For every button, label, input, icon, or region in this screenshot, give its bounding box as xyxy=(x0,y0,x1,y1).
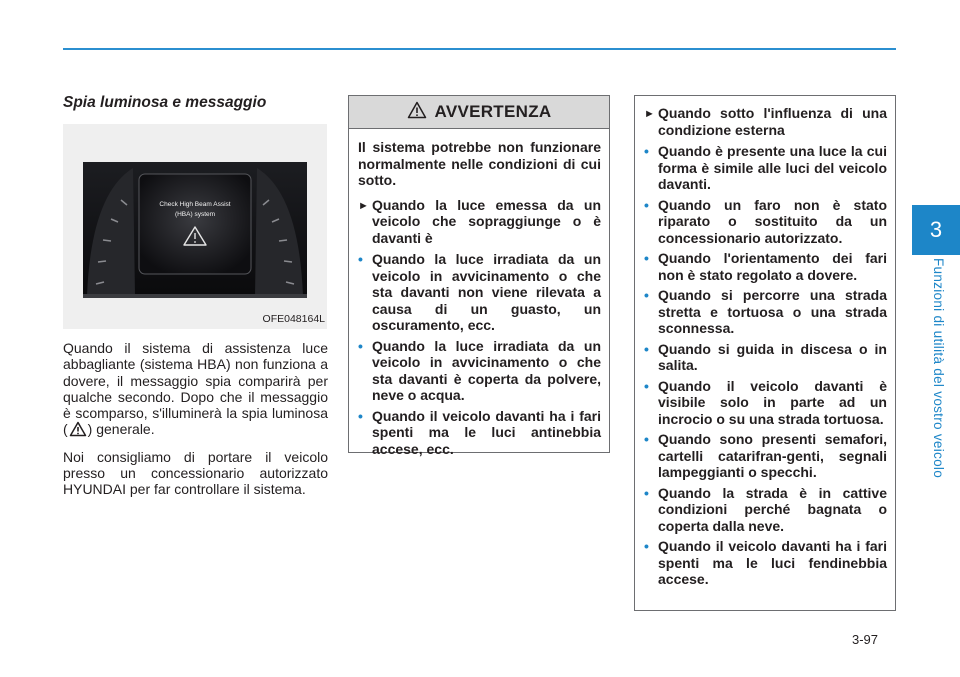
paragraph-1-text-b: ) generale. xyxy=(87,421,155,438)
dashboard-figure xyxy=(63,124,327,329)
warning-body xyxy=(349,129,609,457)
warning-lead: Il sistema potrebbe non funzionare normalmente nelle condizioni di cui sotto. xyxy=(358,139,601,188)
cluster-lower-trim xyxy=(83,294,307,298)
list-item: • Quando la strada è in cattive condizioni perché bagnata o coperta dalla neve. xyxy=(644,484,887,534)
list-item: • Quando sono presenti semafori, cartelli catarifran-genti, segnali lampeggianti o specchi. xyxy=(644,431,887,480)
bullet-icon: • xyxy=(644,287,649,303)
condition-group-heading-text: Quando sotto l'influenza di una condizione esterna xyxy=(658,105,887,138)
condition-group-heading-text: Quando la luce emessa da un veicolo che sopraggiunge o è davanti è xyxy=(372,196,601,246)
bullet-icon: • xyxy=(644,250,649,266)
display-message-line1: Check High Beam Assist xyxy=(159,201,231,208)
page-number: 3-97 xyxy=(852,632,879,647)
bullet-icon: • xyxy=(644,340,649,357)
warning-triangle-icon xyxy=(69,421,87,440)
condition-list xyxy=(644,143,887,588)
list-item: • Quando è presente una luce la cui forma è simile alle luci del veicolo davanti. xyxy=(644,143,887,192)
figure-code: OFE048164L xyxy=(262,313,325,325)
list-item: • Quando si percorre una strada stretta e tortuosa o una strada sconnessa. xyxy=(644,287,887,336)
list-item: • Quando il veicolo davanti ha i fari spenti ma le luci fendinebbia accese. xyxy=(644,538,887,587)
condition-group-heading xyxy=(358,197,601,247)
list-item: • Quando si guida in discesa o in salita. xyxy=(644,340,887,373)
body-paragraph-2: Noi consigliamo di portare il veicolo presso un concessionario autorizzato HYUNDAI per far controllare il sistema. xyxy=(63,448,328,498)
warning-header xyxy=(349,96,609,129)
warning-box-continued xyxy=(634,95,896,611)
cluster-display-illustration xyxy=(63,124,327,329)
list-item: • Quando la luce irradiata da un veicolo in avvicinamento o che sta davanti è coperta da polvere, neve o acqua. xyxy=(358,337,601,403)
bullet-icon: • xyxy=(358,337,363,354)
bullet-icon: • xyxy=(358,407,363,424)
section-heading: Spia luminosa e messaggio xyxy=(63,94,267,111)
paragraph-1-text-a: Quando il sistema di assistenza luce abbagliante (sistema HBA) non funziona a dovere, il messaggio spia comparirà per qualche secondo. Dopo che il messaggio è scomparso, s'illuminerà la spia luminosa ( xyxy=(63,340,328,438)
list-item: • Quando la luce irradiata da un veicolo in avvicinamento o che sta davanti non viene rilevata a causa di un guasto, un oscuramento, ecc. xyxy=(358,251,601,333)
body-paragraph-1 xyxy=(63,340,328,441)
chapter-tab xyxy=(912,205,960,255)
chapter-side-title: Funzioni di utilità del vostro veicolo xyxy=(931,258,946,479)
list-item: • Quando il veicolo davanti è visibile solo in parte ad un incrocio o su una strada tortuosa. xyxy=(644,377,887,427)
bullet-icon: • xyxy=(644,431,649,447)
bullet-icon: • xyxy=(644,196,649,213)
top-rule xyxy=(63,48,896,50)
list-item: • Quando un faro non è stato riparato o sostituito da un concessionario autorizzato. xyxy=(644,196,887,246)
arrow-right-icon: ► xyxy=(644,108,655,120)
warning-box xyxy=(348,95,610,457)
display-message-line2: (HBA) system xyxy=(174,211,216,218)
center-screen xyxy=(139,174,251,274)
condition-list xyxy=(358,251,601,457)
bullet-icon: • xyxy=(644,538,649,554)
warning-triangle-icon xyxy=(407,101,427,124)
bullet-icon: • xyxy=(644,484,649,501)
arrow-right-icon: ► xyxy=(358,199,369,212)
bullet-icon: • xyxy=(644,377,649,394)
warning-title: AVVERTENZA xyxy=(434,102,552,121)
bullet-icon: • xyxy=(358,251,363,267)
body-text xyxy=(63,340,328,506)
bullet-icon: • xyxy=(644,143,649,159)
condition-group-heading xyxy=(644,105,887,138)
list-item: • Quando il veicolo davanti ha i fari spenti ma le luci antinebbia accese, ecc. xyxy=(358,407,601,457)
chapter-number: 3 xyxy=(929,217,943,242)
list-item: • Quando l'orientamento dei fari non è stato regolato a dovere. xyxy=(644,250,887,283)
